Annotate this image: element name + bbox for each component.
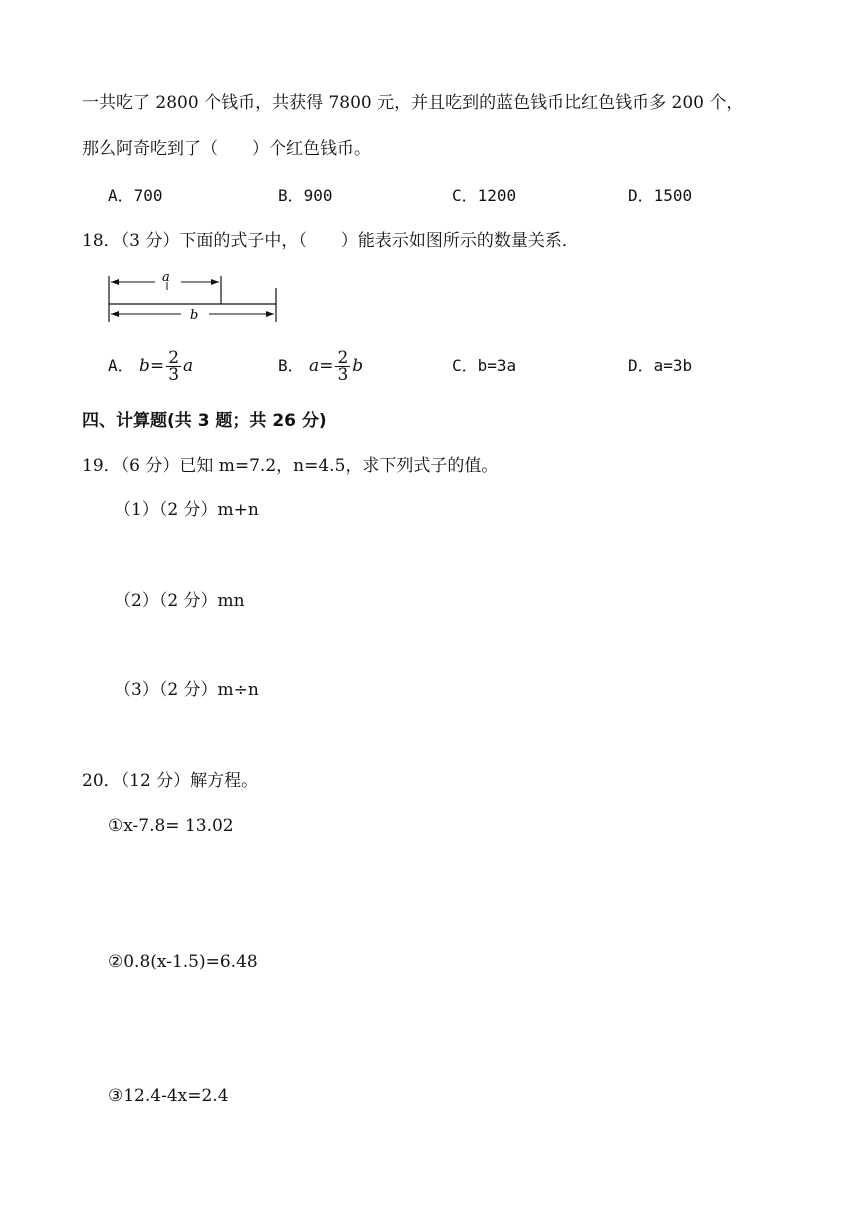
q20-stem: 20．（12 分）解方程。 [82, 771, 259, 791]
q18-option-a-fraction [166, 350, 181, 383]
q18-option-a-numerator: 2 [168, 348, 180, 368]
q18-option-b[interactable] [278, 346, 363, 386]
q17-stem-line2: 那么阿奇吃到了（ ）个红色钱币。 [82, 139, 371, 159]
q17-option-c[interactable]: C．1200 [452, 186, 517, 205]
q18-option-c[interactable]: C．b=3a [452, 356, 517, 375]
q18-option-b-numerator: 2 [337, 348, 349, 368]
q20-equation-1: ①x-7.8= 13.02 [108, 816, 234, 836]
q18-option-a-denominator: 3 [168, 365, 180, 385]
diagram-label-b: b [190, 308, 199, 323]
q18-option-b-eq: = [319, 356, 334, 376]
segment-diagram [105, 268, 285, 328]
q18-option-b-fraction [335, 350, 350, 383]
q18-option-a-eq: = [149, 356, 165, 376]
q18-option-a-rhs: a [183, 356, 194, 376]
q19-part-2: （2）（2 分）mn [114, 591, 245, 611]
q18-option-b-lhs: a [309, 356, 320, 376]
q17-option-b[interactable]: B．900 [278, 186, 333, 205]
q17-stem-line1: 一共吃了 2800 个钱币，共获得 7800 元，并且吃到的蓝色钱币比红色钱币多 200 个， [82, 93, 744, 113]
q18-option-d[interactable]: D．a=3b [628, 356, 693, 375]
q20-equation-2: ②0.8(x-1.5)=6.48 [108, 952, 258, 972]
q20-equation-3: ③12.4-4x=2.4 [108, 1086, 229, 1106]
q19-part-1: （1）（2 分）m+n [114, 500, 259, 520]
q18-option-b-denominator: 3 [337, 365, 349, 385]
q18-option-a-label: A． [108, 356, 134, 375]
q18-option-b-label: B． [278, 356, 304, 375]
section-heading: 四、计算题(共 3 题；共 26 分) [82, 411, 327, 431]
q19-stem: 19．（6 分）已知 m=7.2，n=4.5，求下列式子的值。 [82, 456, 499, 476]
q17-option-a[interactable]: A．700 [108, 186, 163, 205]
q18-option-a[interactable] [108, 346, 193, 386]
q18-option-a-lhs: b [139, 356, 150, 376]
q17-option-d[interactable]: D．1500 [628, 186, 693, 205]
q19-part-3: （3）（2 分）m÷n [114, 680, 259, 700]
diagram-label-a: a [162, 270, 170, 285]
q18-option-b-rhs: b [352, 356, 364, 376]
q18-stem: 18．（3 分）下面的式子中，（ ）能表示如图所示的数量关系． [82, 231, 579, 251]
